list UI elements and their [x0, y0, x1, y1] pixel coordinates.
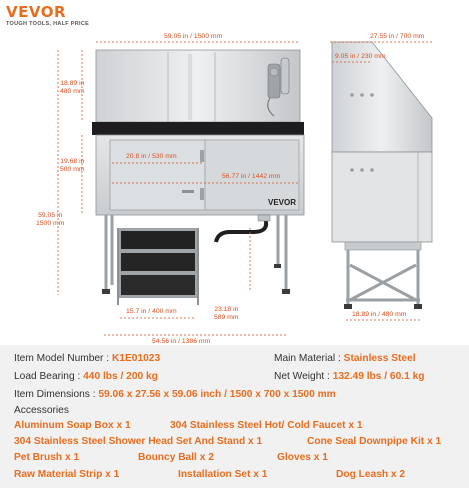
load-label: Load Bearing :: [14, 371, 81, 382]
load-value: 440 lbs / 200 kg: [83, 371, 158, 382]
material-label: Main Material :: [274, 353, 341, 364]
accessory-item: 304 Stainless Steel Shower Head Set And Stand x 1: [14, 436, 263, 447]
accessory-item: Raw Material Strip x 1: [14, 469, 120, 480]
weight-label: Net Weight :: [274, 371, 330, 382]
accessory-item: Cone Seal Downpipe Kit x 1: [307, 436, 442, 447]
drain-pipe: [216, 218, 266, 242]
spec-panel: [0, 345, 469, 488]
model-label: Item Model Number :: [14, 353, 110, 364]
dim-door-width: 20.8 in / 530 mm: [126, 153, 177, 160]
dim-leg-height: 23.18 in 589 mm: [214, 306, 239, 321]
spec-weight: [274, 371, 424, 383]
accessory-item: Dog Leash x 2: [336, 469, 406, 480]
dim-inner-width: 56.77 in / 1442 mm: [222, 173, 281, 180]
dim-tub-height: 19.68 in 500 mm: [60, 158, 85, 173]
dims-label: Item Dimensions :: [14, 389, 96, 400]
spec-load: [14, 371, 158, 383]
spec-model: [14, 353, 160, 365]
weight-value: 132.49 lbs / 60.1 kg: [332, 371, 425, 382]
dim-back-height: 18.89 in 480 mm: [60, 80, 85, 95]
dim-total-height: 59.05 in 1500 mm: [36, 212, 65, 227]
tub-rim: [92, 122, 304, 135]
accessory-item: Pet Brush x 1: [14, 452, 80, 463]
side-view: [332, 42, 432, 309]
accessory-item: Installation Set x 1: [178, 469, 268, 480]
dim-top-width: 59.05 in / 1500 mm: [164, 33, 223, 40]
dim-side-depth: 27.55 in / 700 mm: [370, 33, 425, 40]
material-value: Stainless Steel: [343, 353, 416, 364]
tub-logo: VEVOR: [268, 198, 297, 207]
ramp: [118, 228, 198, 305]
accessories-title: Accessories: [14, 405, 69, 416]
vevor-logo: VEVOR: [6, 3, 67, 21]
dim-base-width: 54.56 in / 1386 mm: [152, 338, 211, 345]
model-value: K1E01023: [111, 353, 161, 364]
accessory-item: 304 Stainless Steel Hot/ Cold Faucet x 1: [170, 420, 363, 431]
brand-tagline: TOUGH TOOLS, HALF PRICE: [6, 21, 90, 27]
spec-dimensions: [14, 389, 336, 401]
accessory-item: Aluminum Soap Box x 1: [14, 420, 131, 431]
dims-value: 59.06 x 27.56 x 59.06 inch / 1500 x 700 x 1500 mm: [98, 389, 336, 400]
dim-faucet-depth: 9.05 in / 230 mm: [335, 53, 386, 60]
dim-ramp-width: 15.7 in / 400 mm: [126, 308, 177, 315]
accessory-item: Bouncy Ball x 2: [138, 452, 214, 463]
dim-stand-depth: 18.89 in / 480 mm: [352, 311, 407, 318]
accessory-item: Gloves x 1: [277, 452, 328, 463]
spec-material: [274, 353, 416, 365]
